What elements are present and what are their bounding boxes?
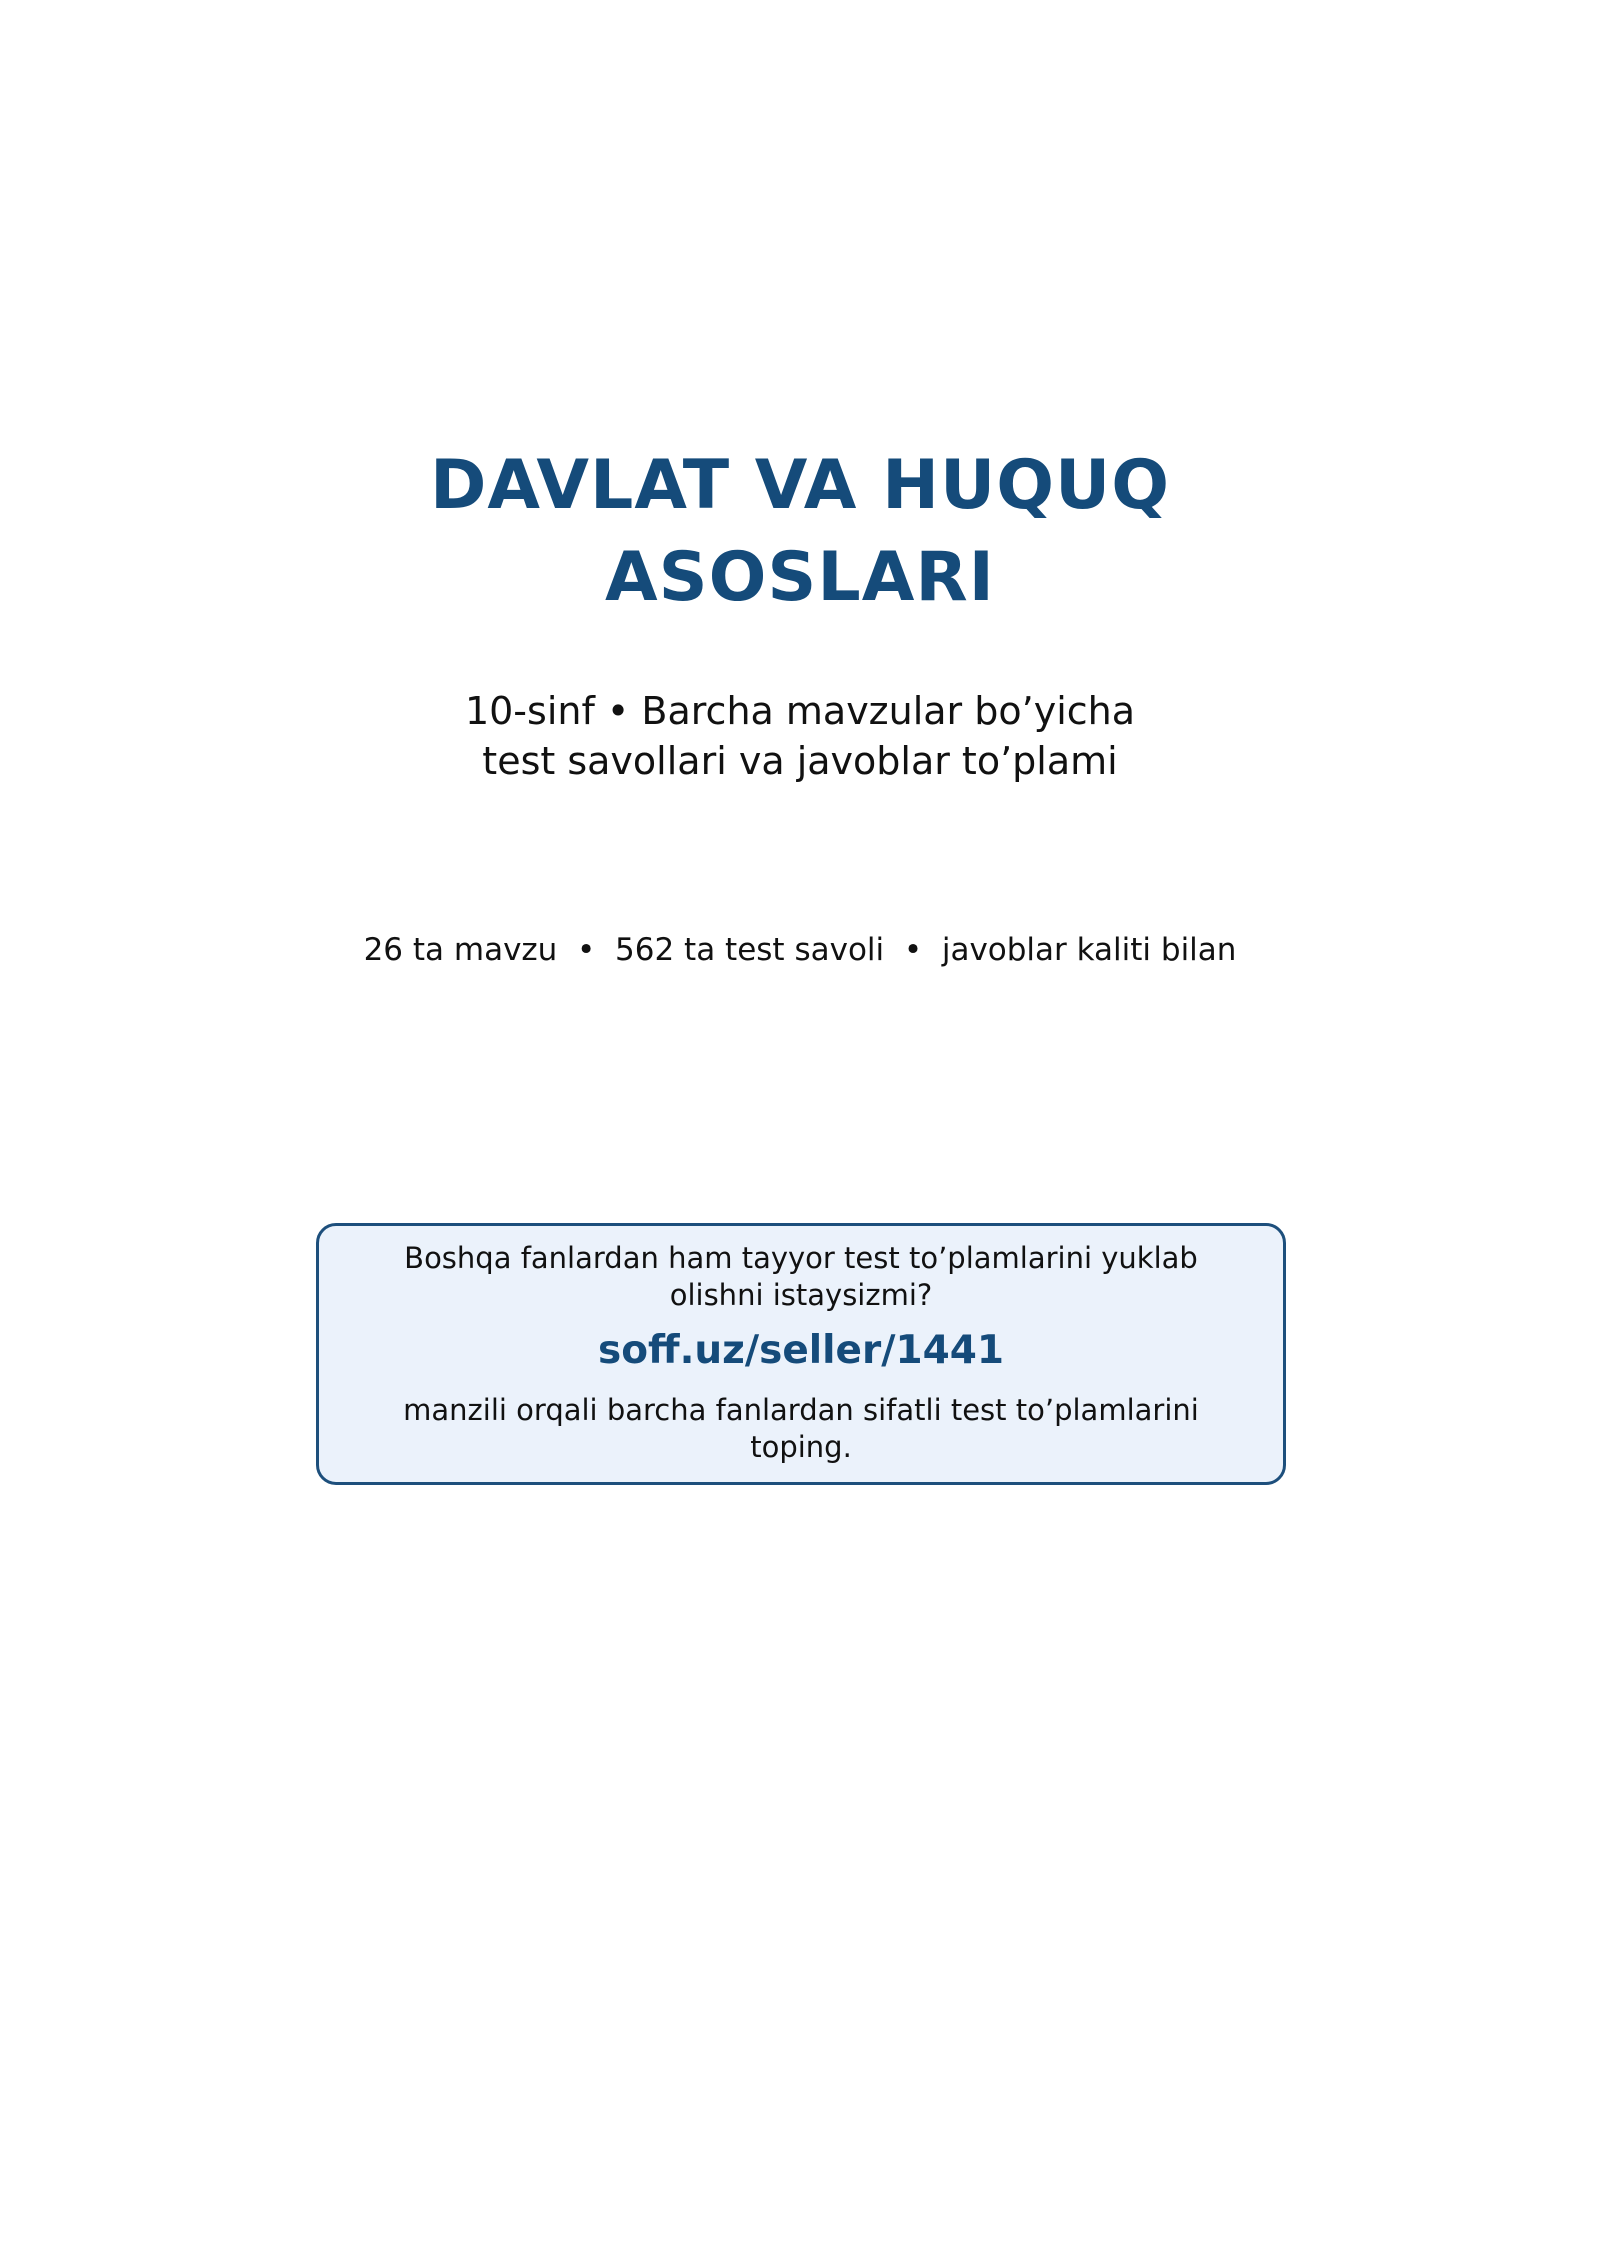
document-subtitle-line-1: 10-sinf • Barcha mavzular bo’yicha xyxy=(464,689,1136,733)
document-subtitle-line-2: test savollari va javoblar to’plami xyxy=(482,739,1118,783)
promo-note-line-2: toping. xyxy=(750,1430,852,1464)
promo-question-line-2: olishni istaysizmi? xyxy=(669,1278,933,1312)
document-stats: 26 ta mavzu • 562 ta test savoli • javoblar kaliti bilan xyxy=(363,932,1237,968)
promo-note xyxy=(319,1392,1283,1466)
document-title-line-1: DAVLAT VA HUQUQ xyxy=(429,446,1171,525)
promo-note-line-1: manzili orqali barcha fanlardan sifatli test to’plamlarini xyxy=(403,1393,1199,1427)
document-title xyxy=(0,440,1600,624)
document-subtitle xyxy=(0,686,1600,786)
document-title-line-2: ASOSLARI xyxy=(604,538,995,617)
promo-box xyxy=(316,1223,1286,1485)
promo-link[interactable]: soff.uz/seller/1441 xyxy=(598,1328,1004,1373)
promo-question xyxy=(319,1240,1283,1314)
promo-question-line-1: Boshqa fanlardan ham tayyor test to’plamlarini yuklab xyxy=(404,1241,1198,1275)
